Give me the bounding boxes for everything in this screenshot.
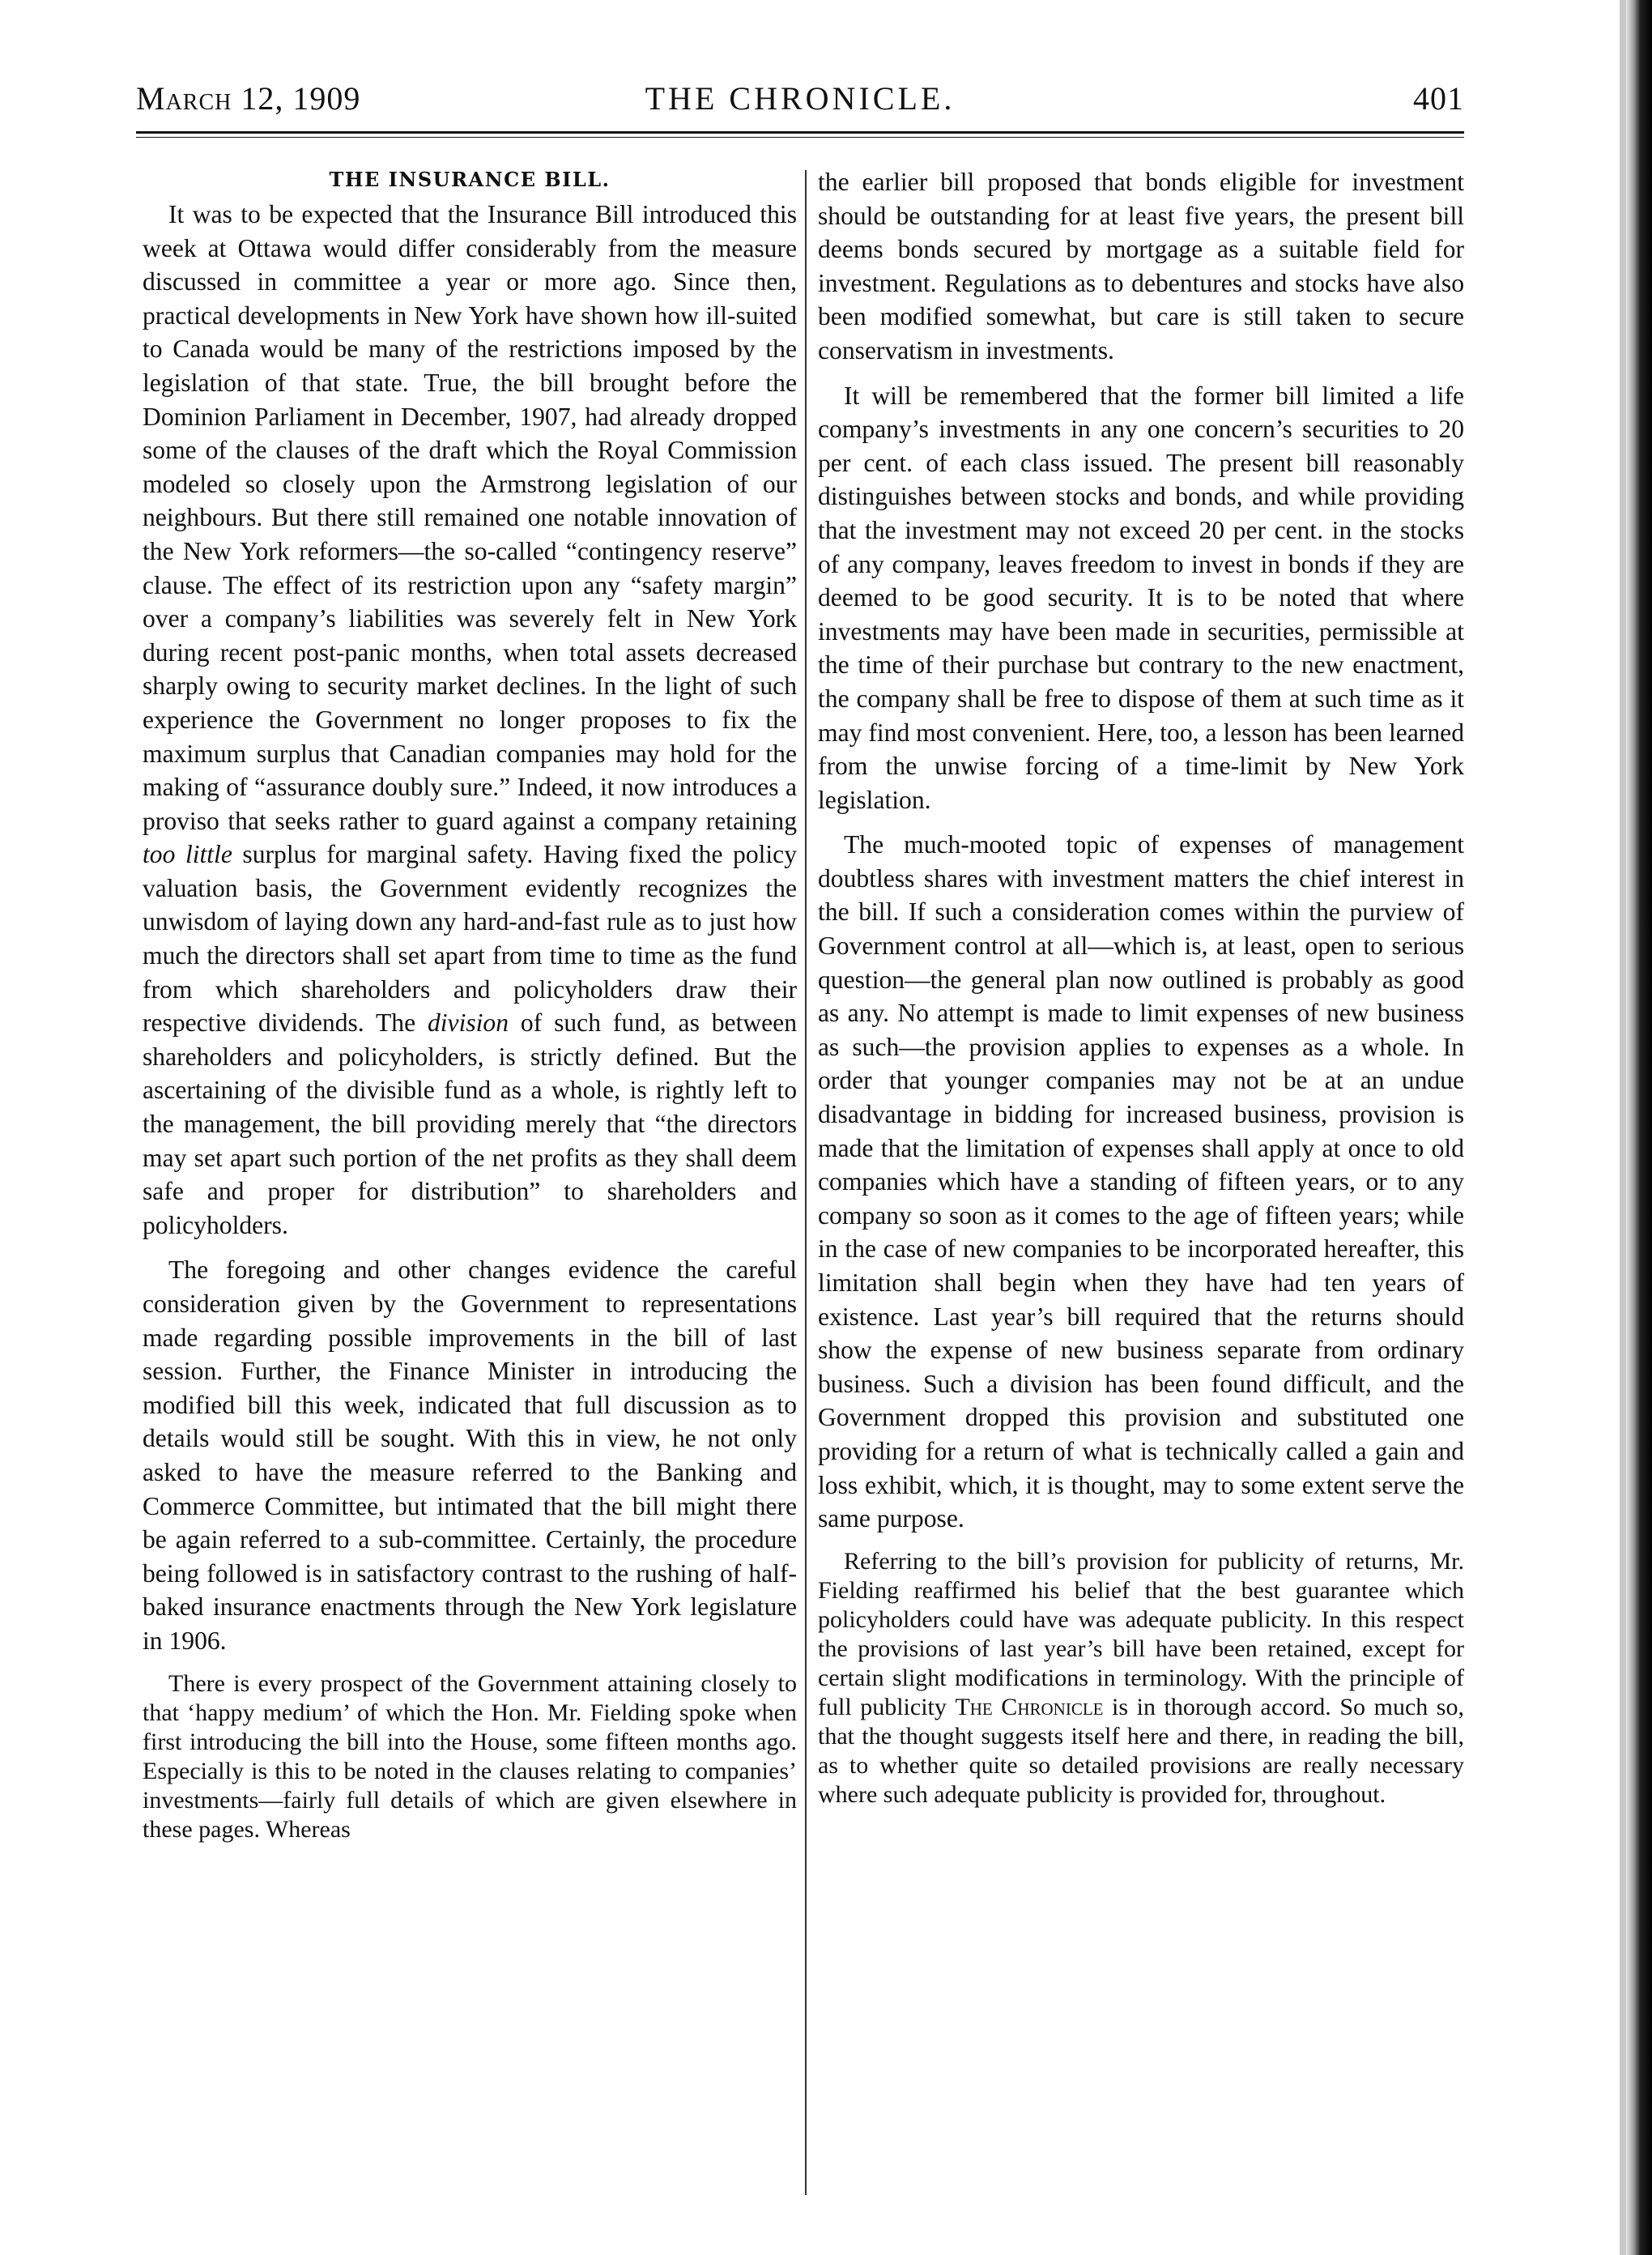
text-run: Referring to the bill’s provision for publicity of returns, Mr. Fielding reaffirmed his belief that the best guarantee which policyholders could have was adequate publicity. In this respect the provisions of last year’s bill have been retained, except for certain slight modifications in terminology. With the principle of full publicity: [818, 1547, 1464, 1720]
page-edge: [1626, 0, 1652, 2255]
text-run: surplus for marginal safety. Having fixed the policy valuation basis, the Government evidently recognizes the unwisdom of laying down any hard-and-fast rule as to just how much the directors shall set apart from time to time as the fund from which shareholders and policyholders draw their respective dividends. The: [143, 840, 798, 1038]
left-column: [143, 165, 797, 1856]
right-column: [818, 165, 1464, 1821]
paragraph: The foregoing and other changes evidence the careful consideration given by the Government to representations made regarding possible improvements in the bill of last session. Further, the Finance Minister in introducing the modified bill this week, indicated that full discussion as to details would still be sought. With this in view, he not only asked to have the measure referred to the Banking and Commerce Committee, but intimated that the bill might there be again referred to a sub-committee. Certainly, the procedure being followed is in satisfactory contrast to the rushing of half-baked insurance enactments through the New York legislature in 1906.: [143, 1255, 797, 1655]
paragraph: the earlier bill proposed that bonds eligible for investment should be outstanding for at least five years, the present bill deems bonds secured by mortgage as a suitable field for investment. Regulations as to debentures and stocks have also been modified somewhat, but care is still taken to secure conservatism in investments.: [818, 168, 1464, 364]
text-run: is in thorough accord. So much so, that the thought suggests itself here and there, in reading the bill, as to whether quite so detailed provisions are really necessary where such adequate publicity is provided for, throughout.: [818, 1693, 1464, 1808]
paragraph: [143, 198, 797, 1242]
article-title: THE INSURANCE BILL.: [329, 168, 611, 191]
page-edge-shadow: [1620, 0, 1626, 2255]
emphasis: too little: [143, 840, 232, 869]
text-run: It was to be expected that the Insurance Bill introduced this week at Ottawa would differ considerably from the measure discussed in committee a year or more ago. Since then, practical developments in New York have shown how ill-suited to Canada would be many of the restrictions imposed by the legislation of that state. True, the bill brought before the Dominion Parliament in December, 1907, had already dropped some of the clauses of the draft which the Royal Commission modeled so closely upon the Armstrong legislation of our neighbours. But there still remained one notable innovation of the New York reformers—the so-called “contingency reserve” clause. The effect of its restriction upon any “safety margin” over a company’s liabilities was severely felt in New York during recent post-panic months, when total assets decreased sharply owing to security market declines. In the light of such experience the Government no longer proposes to fix the maximum surplus that Canadian companies may hold for the making of “assurance doubly sure.” Indeed, it now introduces a proviso that seeks rather to guard against a company retaining: [143, 200, 797, 835]
header-rule: [136, 131, 1464, 138]
text-run: of such fund, as between shareholders and policyholders, is strictly defined. But the ascertaining of the divisible fund as a whole, is rightly left to the management, the bill providing merely that “the directors may set apart such portion of the net profits as they shall deem safe and proper for distribution” to shareholders and policyholders.: [143, 1008, 797, 1239]
column-rule: [805, 170, 807, 2195]
paragraph: [818, 1547, 1464, 1810]
page-number: 401: [1413, 80, 1464, 117]
publication-name: The Chronicle: [955, 1693, 1104, 1720]
masthead: THE CHRONICLE.: [645, 80, 956, 117]
paragraph: It will be remembered that the former bill limited a life company’s investments in any one concern’s securities to 20 per cent. of each class issued. The present bill reasonably distinguishes between stocks and bonds, and while providing that the investment may not exceed 20 per cent. in the stocks of any company, leaves freedom to invest in bonds if they are deemed to be good security. It is to be noted that where investments may have been made in securities, permissible at the time of their purchase but contrary to the new enactment, the company shall be free to dispose of them at such time as it may find most convenient. Here, too, a lesson has been learned from the unwise forcing of a time-limit by New York legislation.: [818, 381, 1464, 814]
newspaper-page: [136, 0, 1464, 2255]
paragraph: The much-mooted topic of expenses of management doubtless shares with investment matters the chief interest in the bill. If such a consideration comes within the purview of Government control at all—which is, at least, open to serious question—the general plan now outlined is probably as good as any. No attempt is made to limit expenses of new business as such—the provision applies to expenses as a whole. In order that younger companies may not be at an undue disadvantage in bidding for increased business, provision is made that the limitation of expenses shall apply at once to old companies which have a standing of fifteen years, or to any company so soon as it comes to the age of fifteen years; while in the case of new companies to be incorporated hereafter, this limitation shall begin when they have had ten years of existence. Last year’s bill required that the returns should show the expense of new business separate from ordinary business. Such a division has been found difficult, and the Government dropped this provision and substituted one providing for a return of what is technically called a gain and loss exhibit, which, it is thought, may to some extent serve the same purpose.: [818, 830, 1464, 1533]
emphasis: division: [427, 1008, 509, 1038]
page-header: [136, 79, 1464, 128]
paragraph: There is every prospect of the Government attaining closely to that ‘happy medium’ of which the Hon. Mr. Fielding spoke when first introducing the bill into the House, some fifteen months ago. Especially is this to be noted in the clauses relating to companies’ investments—fairly full details of which are given elsewhere in these pages. Whereas: [143, 1669, 797, 1843]
issue-date: March 12, 1909: [136, 80, 361, 117]
